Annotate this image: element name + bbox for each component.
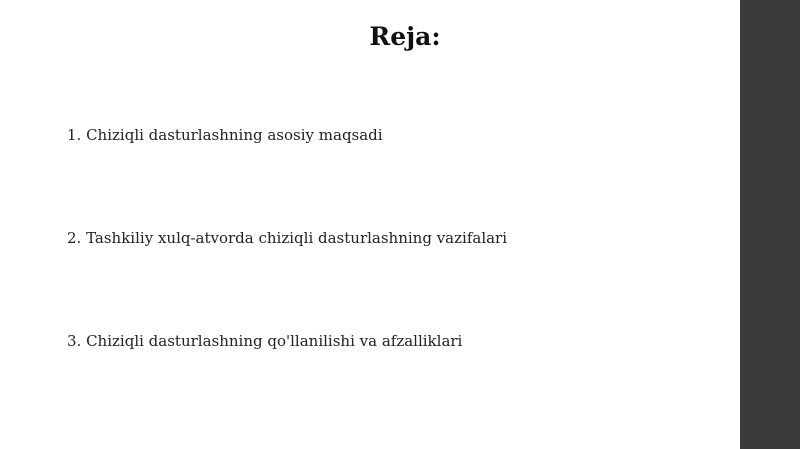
side-panel [740, 0, 800, 449]
plan-item-3: 3. Chiziqli dasturlashning qo'llanilishi va afzalliklari [67, 332, 463, 350]
plan-item-2: 2. Tashkiliy xulq-atvorda chiziqli dasturlashning vazifalari [67, 229, 508, 247]
plan-item-1: 1. Chiziqli dasturlashning asosiy maqsadi [67, 126, 383, 144]
slide-title: Reja: [369, 22, 441, 51]
